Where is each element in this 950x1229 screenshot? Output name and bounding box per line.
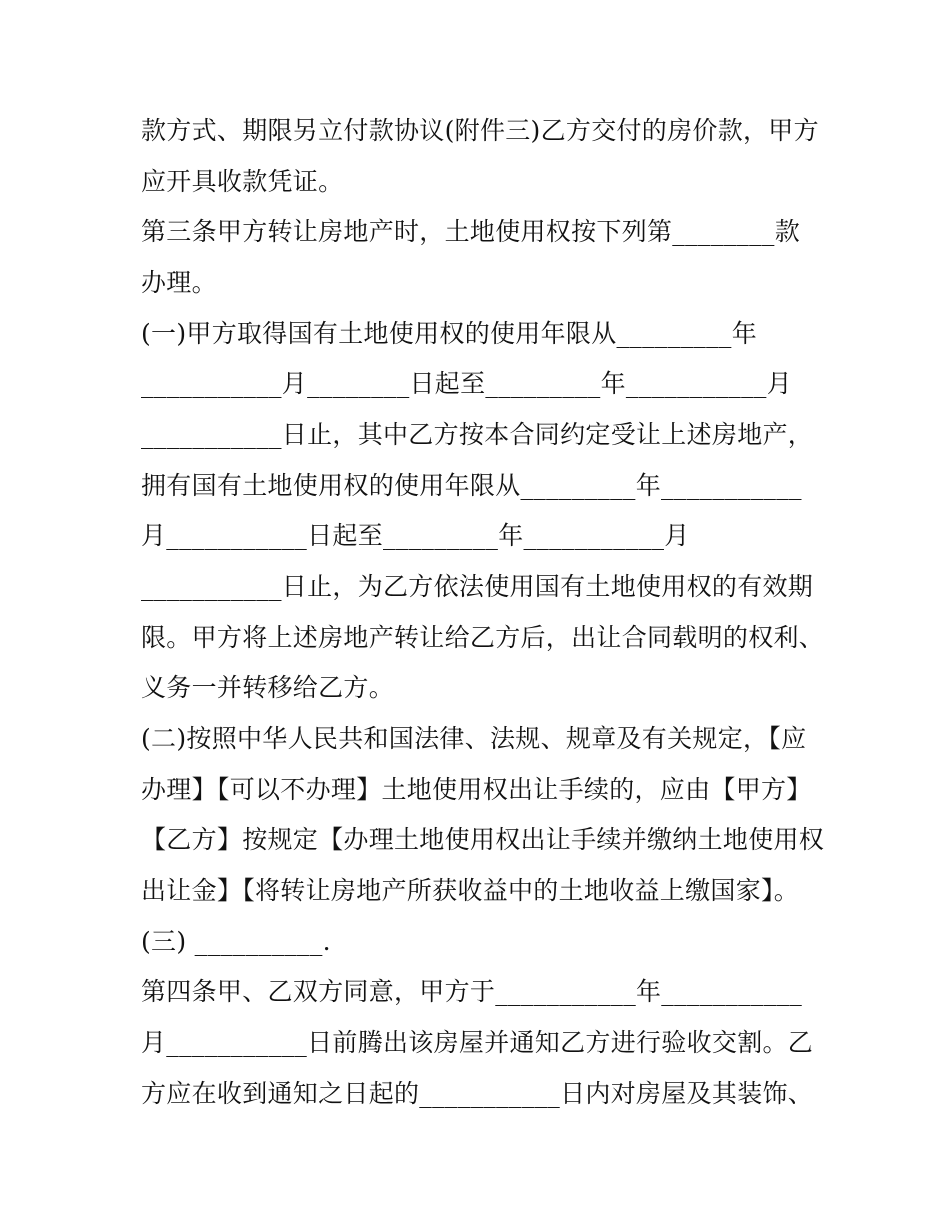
text-line: 拥有国有土地使用权的使用年限从_________年___________ xyxy=(141,471,802,500)
text-line: (一)甲方取得国有土地使用权的使用年限从_________年 xyxy=(141,319,758,348)
text-line: 第四条甲、乙双方同意，甲方于___________年___________ xyxy=(141,977,803,1006)
text-line: 应开具收款凭证。 xyxy=(141,167,344,196)
text-line: (三) __________. xyxy=(141,927,331,956)
text-line: 月___________日起至_________年___________月 xyxy=(141,521,690,550)
text-line: 出让金】【将转让房地产所获收益中的土地收益上缴国家】。 xyxy=(141,876,800,905)
text-line: (二)按照中华人民共和国法律、法规、规章及有关规定，【应 xyxy=(141,724,807,753)
text-line: 【乙方】按规定【办理土地使用权出让手续并缴纳土地使用权 xyxy=(141,825,825,854)
text-line: ___________月________日起至_________年___________月 xyxy=(141,369,792,398)
text-line: ___________日止，其中乙方按本合同约定受让上述房地产， xyxy=(141,420,814,449)
text-line: 款方式、期限另立付款协议(附件三)乙方交付的房价款，甲方 xyxy=(141,116,819,145)
text-line: 办理】【可以不办理】土地使用权出让手续的，应由【甲方】 xyxy=(141,775,812,804)
text-line: 月___________日前腾出该房屋并通知乙方进行验收交割。乙 xyxy=(141,1028,814,1057)
text-line: 限。甲方将上述房地产转让给乙方后，出让合同载明的权利、 xyxy=(141,623,825,652)
text-line: 第三条甲方转让房地产时，土地使用权按下列第________款 xyxy=(141,217,801,246)
text-line: 义务一并转移给乙方。 xyxy=(141,673,395,702)
text-line: 办理。 xyxy=(141,268,217,297)
text-line: ___________日止，为乙方依法使用国有土地使用权的有效期 xyxy=(141,572,814,601)
text-line: 方应在收到通知之日起的___________日内对房屋及其装饰、 xyxy=(141,1079,814,1108)
